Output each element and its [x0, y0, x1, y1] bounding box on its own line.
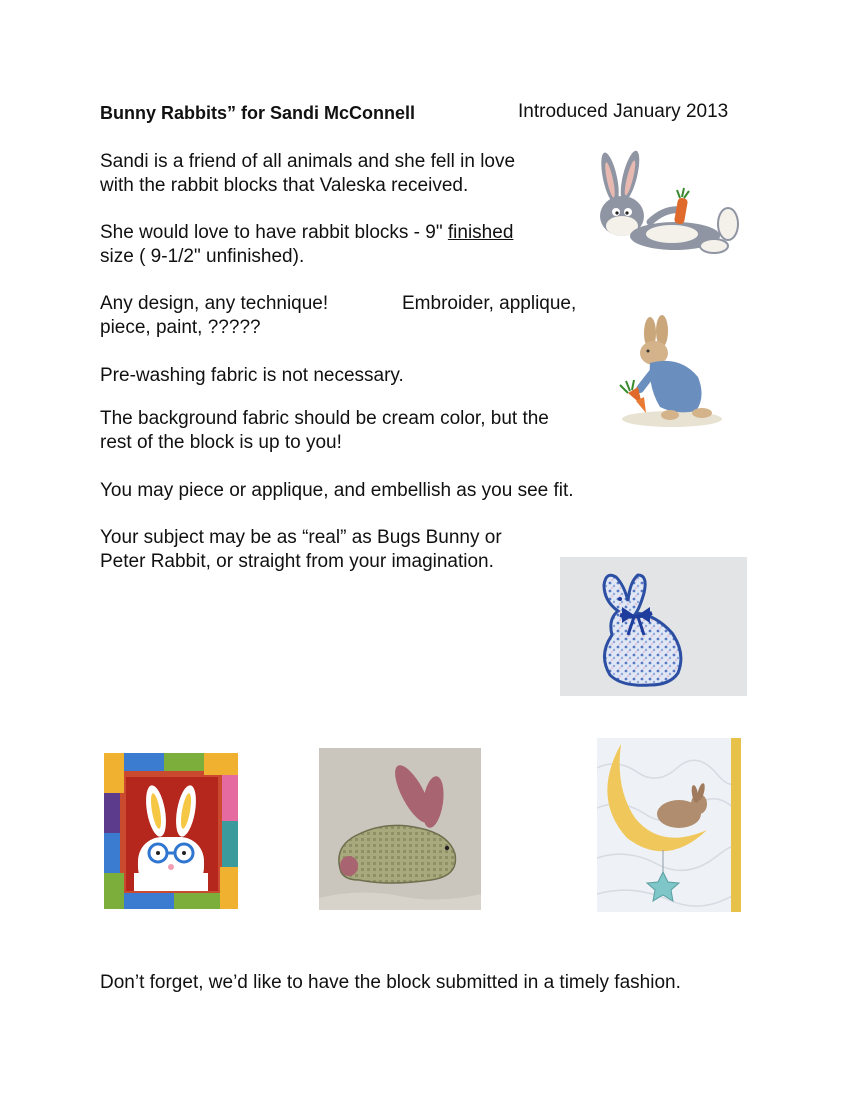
paragraph-line: Sandi is a friend of all animals and she fell in love	[100, 151, 516, 172]
page-title: Bunny Rabbits” for Sandi McConnell	[100, 103, 416, 123]
glasses-bunny-block-image	[104, 753, 238, 909]
peter-rabbit-image	[610, 315, 730, 433]
size-text: She would love to have rabbit blocks - 9"	[100, 222, 443, 243]
paragraph-line: piece, paint, ?????	[100, 317, 261, 338]
paragraph-line: Your subject may be as “real” as Bugs Bunny or	[100, 527, 502, 548]
paragraph-line: Pre-washing fabric is not necessary.	[100, 365, 404, 386]
paragraph-line: Peter Rabbit, or straight from your imagination.	[100, 551, 494, 572]
green-bunny-block-image	[319, 748, 481, 910]
paragraph-line: Any design, any technique!	[100, 293, 329, 314]
paragraph-line: with the rabbit blocks that Valeska received.	[100, 175, 469, 196]
paragraph-line: size ( 9-1/2" unfinished).	[100, 246, 305, 267]
moon-bunny-block-image	[597, 738, 741, 912]
bugs-bunny-image	[580, 150, 745, 270]
paragraph-line	[100, 221, 513, 245]
paragraph-line: You may piece or applique, and embellish as you see fit.	[100, 480, 574, 501]
finished-underlined: finished	[447, 222, 514, 243]
paragraph-line: rest of the block is up to you!	[100, 432, 342, 453]
paragraph-line: The background fabric should be cream color, but the	[100, 408, 549, 429]
floral-bunny-image	[560, 557, 747, 696]
footer-reminder: Don’t forget, we’d like to have the block submitted in a timely fashion.	[100, 972, 681, 993]
paragraph-line: Embroider, applique,	[402, 293, 577, 314]
introduced-date: Introduced January 2013	[518, 101, 729, 122]
